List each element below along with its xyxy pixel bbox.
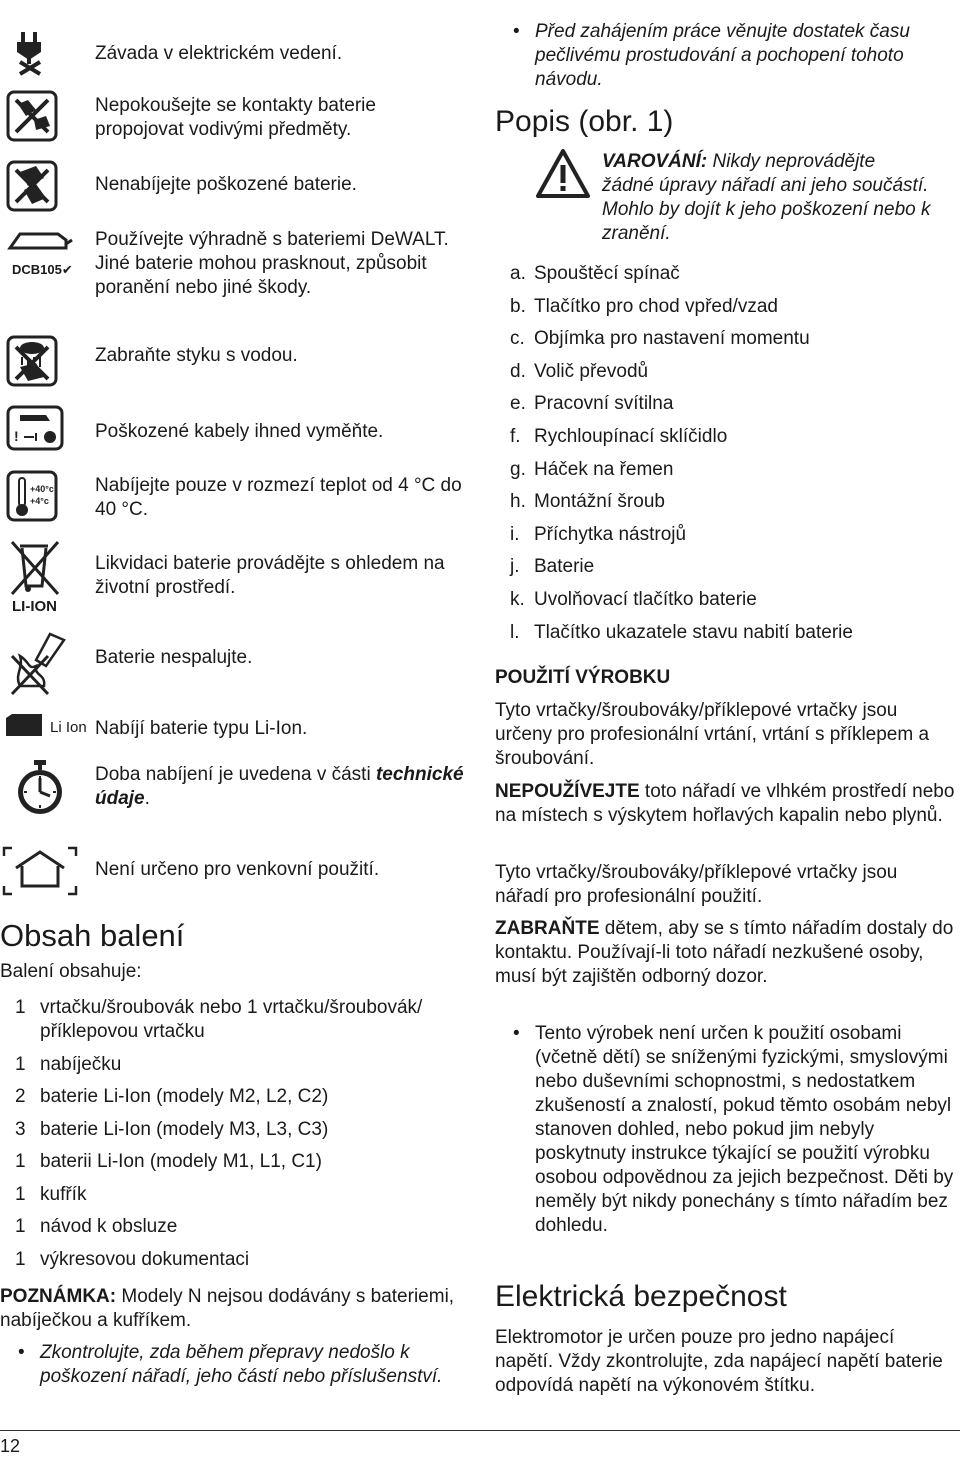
usage-paragraph: Tyto vrtačky/šroubováky/příklepové vrtačky jsou určeny pro profesionální vrtání, vrtání s příklepem a šroubování. — [495, 700, 930, 769]
list-item: j. Baterie — [510, 556, 595, 578]
list-item: 1 návod k obsluze — [15, 1216, 178, 1237]
li-ion-disposal-label: LI-ION — [12, 598, 57, 615]
svg-text:!: ! — [14, 428, 19, 444]
damaged-cable-icon — [6, 405, 64, 451]
list-item: 2 baterie Li-Ion (modely M2, L2, C2) — [15, 1086, 329, 1107]
read-manual-bullet: • Před zahájením práce věnujte dostatek času pečlivému prostudování a pochopení tohoto návodu. — [513, 21, 910, 90]
list-item: 1 nabíječku — [15, 1053, 122, 1075]
usage-professional-paragraph: Tyto vrtačky/šroubováky/příklepové vrtačky jsou nářadí pro profesionální použití. — [495, 862, 898, 907]
contents-note: POZNÁMKA: Modely N nejsou dodávány s bateriemi, nabíječkou a kufříkem. — [0, 1286, 455, 1331]
symbol-text: Nepokoušejte se kontakty baterie propojovat vodivými předměty. — [95, 95, 376, 140]
list-item: 1 kufřík — [15, 1183, 87, 1205]
list-item: a. Spouštěcí spínač — [510, 263, 680, 284]
parts-list — [510, 262, 930, 653]
symbol-text: Poškozené kabely ihned vyměňte. — [95, 421, 384, 442]
li-ion-battery-icon — [4, 712, 44, 738]
dcb105-battery-icon — [6, 228, 74, 260]
contents-intro: Balení obsahuje: — [0, 961, 142, 982]
symbol-text: Není určeno pro venkovní použití. — [95, 859, 380, 880]
symbol-text: Používejte výhradně s bateriemi DeWALT. Jiné baterie mohou prasknout, způsobit poranění nebo jiné škody. — [95, 229, 449, 298]
usage-restriction-bullet: • Tento výrobek není určen k použití osobami (včetně dětí) se sníženými fyzickými, smyslovými nebo duševními schopnostmi, s nedostatkem zkušeností a znalostí, pokud těmto osobám nebyl stanoven dohled, nebo pokud jim nebyly poskytnuty instrukce týkající se použití výrobku osobou odpovědnou za jejich bezpečnost. Děti by neměly být nikdy ponechány s tímto nářadím bez dohledu. — [513, 1023, 954, 1236]
symbol-text: Doba nabíjení je uvedena v části technické údaje. — [95, 764, 464, 809]
svg-text:+4°c: +4°c — [30, 496, 49, 506]
damaged-battery-icon — [6, 160, 58, 212]
list-item: f. Rychloupínací sklíčidlo — [510, 425, 728, 447]
symbol-text: Zabraňte styku s vodou. — [95, 345, 298, 366]
usage-children-paragraph: ZABRAŇTE dětem, aby se s tímto nářadím dostaly do kontaktu. Používají-li toto nářadí nezkušené osoby, musí být zajištěn odborný dozor. — [495, 918, 954, 987]
symbol-text: Likvidaci baterie provádějte s ohledem na životní prostředí. — [95, 553, 445, 598]
symbol-text: Nabíjí baterie typu Li-Ion. — [95, 718, 308, 739]
page-number: 12 — [0, 1436, 21, 1456]
list-item: 1 výkresovou dokumentaci — [15, 1248, 250, 1270]
indoor-house-icon — [2, 846, 78, 896]
section-title-contents: Obsah balení — [0, 918, 185, 953]
list-item: e. Pracovní svítilna — [510, 393, 674, 415]
no-fire-icon — [6, 630, 72, 696]
transport-check-bullet: • Zkontrolujte, zda během přepravy nedošlo k poškození nářadí, jeho částí nebo příslušenství. — [18, 1342, 443, 1387]
section-title-usage: POUŽITÍ VÝROBKU — [495, 667, 671, 688]
warning-triangle-icon — [535, 148, 591, 205]
list-item: 1 vrtačku/šroubovák nebo 1 vrtačku/šroubovák/ příklepovou vrtačku — [15, 997, 423, 1042]
list-item: 1 baterii Li-Ion (modely M1, L1, C1) — [15, 1151, 322, 1172]
list-item: g. Háček na řemen — [510, 458, 674, 480]
list-item: l. Tlačítko ukazatele stavu nabití baterie — [510, 621, 853, 643]
section-title-description: Popis (obr. 1) — [495, 105, 674, 138]
svg-text:+40°c: +40°c — [30, 484, 54, 494]
dcb105-label: DCB105✔ — [12, 262, 73, 277]
crossed-bin-icon — [6, 540, 66, 598]
battery-contact-no-metal-icon — [6, 90, 58, 142]
list-item: b. Tlačítko pro chod vpřed/vzad — [510, 295, 778, 317]
no-water-icon — [6, 335, 58, 387]
symbol-text: Nabíjejte pouze v rozmezí teplot od 4 °C do 40 °C. — [95, 475, 462, 520]
thermometer-icon — [6, 470, 58, 522]
plug-cross-icon — [6, 30, 56, 76]
symbol-text: Nenabíjejte poškozené baterie. — [95, 174, 357, 195]
symbol-text: Závada v elektrickém vedení. — [95, 43, 343, 64]
list-item: i. Příchytka nástrojů — [510, 523, 687, 545]
list-item: k. Uvolňovací tlačítko baterie — [510, 588, 757, 610]
list-item: c. Objímka pro nastavení momentu — [510, 328, 810, 350]
electrical-paragraph: Elektromotor je určen pouze pro jedno napájecí napětí. Vždy zkontrolujte, zda napájecí napětí baterie odpovídá napětí na výkonovém štítku. — [495, 1327, 943, 1396]
symbol-text: Baterie nespalujte. — [95, 647, 253, 668]
warning-text: VAROVÁNÍ: Nikdy neprovádějte žádné úpravy nářadí ani jeho součástí. Mohlo by dojít k jeho poškození nebo k zranění. — [602, 151, 931, 244]
contents-list — [0, 996, 470, 1280]
section-title-electrical: Elektrická bezpečnost — [495, 1280, 787, 1313]
stopwatch-icon — [14, 758, 66, 816]
usage-warning-paragraph: NEPOUŽÍVEJTE toto nářadí ve vlhkém prostředí nebo na místech s výskytem hořlavých kapalin nebo plynů. — [495, 781, 955, 826]
list-item: 3 baterie Li-Ion (modely M3, L3, C3) — [15, 1118, 329, 1140]
list-item: d. Volič převodů — [510, 360, 649, 382]
li-ion-label: Li Ion — [50, 719, 87, 736]
footer-divider — [0, 1430, 960, 1431]
list-item: h. Montážní šroub — [510, 491, 665, 513]
